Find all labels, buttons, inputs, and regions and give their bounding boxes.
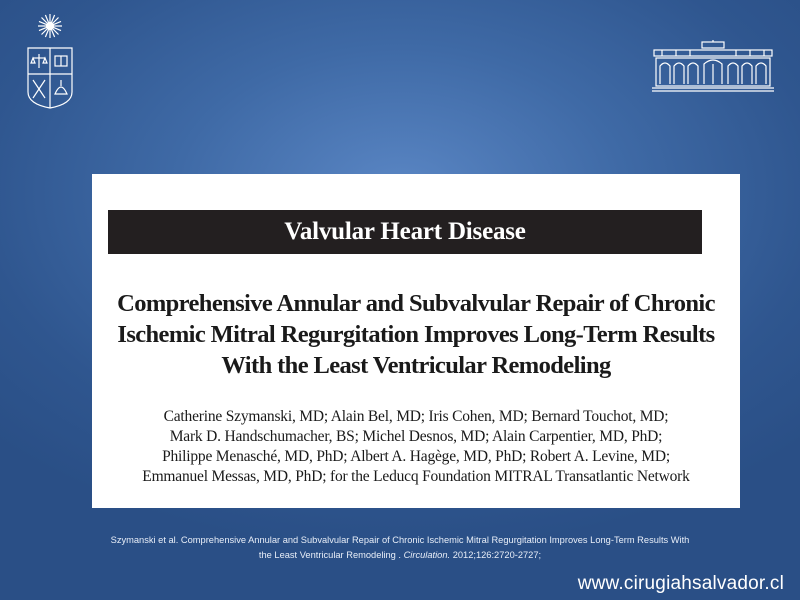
university-shield-icon [22, 8, 78, 112]
paper-excerpt [92, 174, 740, 508]
title-line: With the Least Ventricular Remodeling [221, 352, 611, 379]
citation-line-1: Szymanski et al. Comprehensive Annular and Subvalvular Repair of Chronic Ischemic Mitral Regurgitation Improves Long-Term Results With [110, 535, 690, 545]
title-line: Ischemic Mitral Regurgitation Improves Long-Term Results [117, 321, 715, 348]
website-link[interactable]: www.cirugiahsalvador.cl [577, 573, 784, 594]
hospital-building-icon [652, 40, 774, 92]
citation-suffix: 2012;126:2720-2727; [450, 550, 542, 560]
citation-prefix: the Least Ventricular Remodeling . [258, 550, 404, 560]
title-line: Comprehensive Annular and Subvalvular Repair of Chronic [117, 290, 715, 317]
author-line: Philippe Menasché, MD, PhD; Albert A. Hagège, MD, PhD; Robert A. Levine, MD; [162, 448, 670, 465]
citation-line-2 [0, 548, 800, 563]
author-line: Catherine Szymanski, MD; Alain Bel, MD; Iris Cohen, MD; Bernard Touchot, MD; [163, 408, 669, 425]
paper-title [92, 288, 740, 381]
citation-journal: Circulation. [403, 550, 451, 560]
author-line: Emmanuel Messas, MD, PhD; for the Leducq Foundation MITRAL Transatlantic Network [142, 468, 690, 485]
author-list [92, 407, 740, 487]
citation [0, 533, 800, 563]
section-banner: Valvular Heart Disease [108, 210, 702, 254]
author-line: Mark D. Handschumacher, BS; Michel Desnos, MD; Alain Carpentier, MD, PhD; [169, 428, 663, 445]
